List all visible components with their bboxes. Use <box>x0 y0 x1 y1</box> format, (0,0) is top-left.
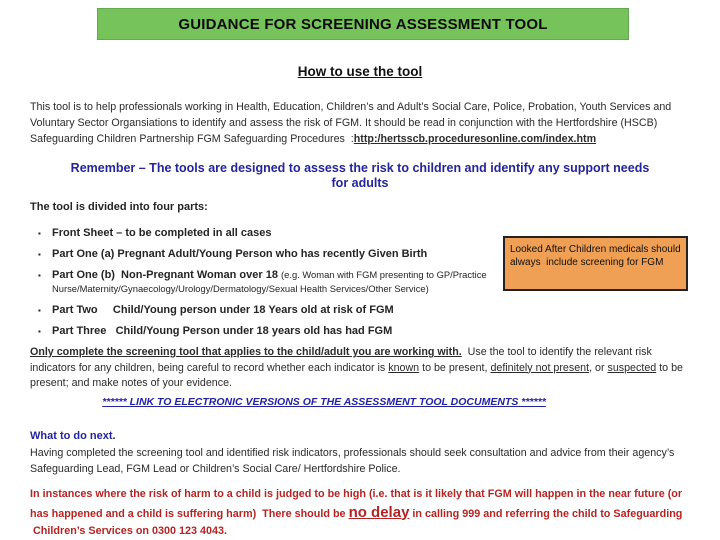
parts-bullet-list <box>38 226 510 345</box>
note-box-text: Looked After Children medicals should always include screening for FGM <box>510 244 681 268</box>
what-to-do-next-heading: What to do next. <box>30 430 116 442</box>
list-item <box>38 303 510 317</box>
bullet-part-one-a: Part One (a) Pregnant Adult/Young Person who has recently Given Birth <box>52 248 428 260</box>
what-to-do-next-paragraph: Having completed the screening tool and identified risk indicators, professionals should seek consultation and advice from their agency’s Safeguarding Lead, FGM Lead or Children’s Social Care/ Hertfordshire Police. <box>30 447 675 475</box>
procedures-link[interactable]: http:/hertsscb.proceduresonline.com/index.htm <box>353 133 597 145</box>
definitely-not-present-underlined: definitely not present <box>490 361 590 374</box>
looked-after-children-note-box <box>503 236 688 291</box>
intro-text: This tool is to help professionals working in Health, Education, Children’s and Adult’s Social Care, Police, Probation, Youth Services and Voluntary Sector Organsiations to identify and assess the risk of FGM. It should be read in conjunction with the Hertfordshire (HSCB) Safeguarding Children Partnership FGM Safeguarding Procedures : <box>30 101 672 145</box>
high-risk-warning-paragraph: In instances where the risk of harm to a child is judged to be high (i.e. that is it likely that FGM will happen in the near future (or has happened and a child is suffering harm) There should be no delay in calling 999 and referring the child to Safeguarding Children’s Services on 0300 123 4043. <box>30 488 683 537</box>
known-underlined: known <box>388 361 420 374</box>
electronic-versions-link[interactable]: ****** LINK TO ELECTRONIC VERSIONS OF THE ASSESSMENT TOOL DOCUMENTS ****** <box>102 396 546 408</box>
only-complete-emphasis: Only complete the screening tool that applies to the child/adult you are working with. <box>30 346 462 358</box>
bullet-part-two: Part Two Child/Young person under 18 Years old at risk of FGM <box>52 304 394 316</box>
no-delay-emphasis: no delay <box>348 503 410 521</box>
remember-statement <box>0 161 720 190</box>
four-parts-label: The tool is divided into four parts: <box>30 201 208 213</box>
electronic-versions-link-line <box>0 396 720 408</box>
title-bar <box>97 8 629 40</box>
intro-paragraph <box>30 99 694 147</box>
bullet-part-one-b-detail: (e.g. Woman with FGM presenting to GP/Practice Nurse/Maternity/Gynaecology/Urology/Dermatology/Sexual Health Services/Other Service) <box>52 269 487 294</box>
suspected-underlined: suspected <box>607 361 657 374</box>
list-item <box>38 324 510 338</box>
bullet-part-one-b: Part One (b) Non-Pregnant Woman over 18 <box>52 269 281 281</box>
remember-line2: for adults <box>331 175 389 190</box>
bullet-part-three: Part Three Child/Young Person under 18 years old has had FGM <box>52 325 393 337</box>
only-complete-paragraph: Only complete the screening tool that applies to the child/adult you are working with. Use the tool to identify the relevant risk indicators for any children, being careful to record whether each indicator is known to be present, definitely not present, or suspected to be present; and make notes of your evidence. <box>30 346 683 389</box>
list-item <box>38 247 510 261</box>
list-item <box>38 226 510 240</box>
page-title: GUIDANCE FOR SCREENING ASSESSMENT TOOL <box>178 15 548 33</box>
subtitle-how-to-use: How to use the tool <box>297 64 423 79</box>
list-item <box>38 268 510 296</box>
bullet-front-sheet: Front Sheet – to be completed in all cases <box>52 227 272 239</box>
remember-line1: Remember – The tools are designed to assess the risk to children and identify any support needs <box>70 161 650 175</box>
